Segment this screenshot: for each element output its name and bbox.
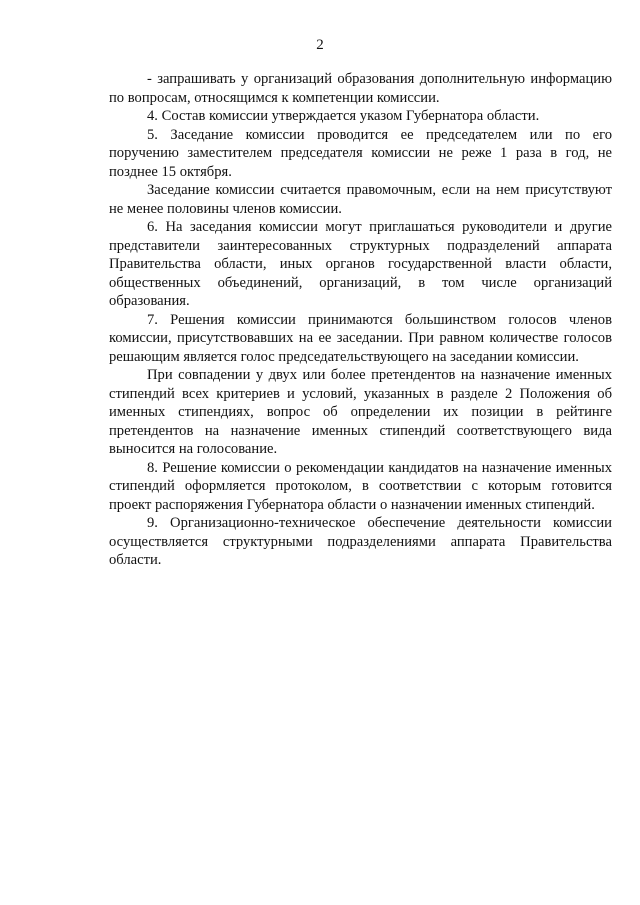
paragraph-tie-voting: При совпадении у двух или более претендентов на назначение именных стипендий всех критериев и условий, указанных в разделе 2 Положения об именных стипендиях, вопрос об определении их позиции в рейтинге претендентов на назначение именных стипендий соответствующего вида выносится на голосование. — [109, 367, 612, 457]
document-body — [109, 70, 612, 570]
paragraph-6-invited: 6. На заседания комиссии могут приглашаться руководители и другие представители заинтересованных структурных подразделений аппарата Правительства области, иных органов государственной власти области, общественных объединений, организаций, в том числе организаций образования. — [109, 219, 612, 309]
paragraph-request-information: - запрашивать у организаций образования дополнительную информацию по вопросам, относящимся к компетенции комиссии. — [109, 71, 612, 106]
page-number: 2 — [316, 37, 324, 53]
paragraph-5-meetings: 5. Заседание комиссии проводится ее председателем или по его поручению заместителем председателя комиссии не реже 1 раза в год, не позднее 15 октября. — [109, 126, 612, 180]
paragraph-quorum: Заседание комиссии считается правомочным, если на нем присутствуют не менее половины членов комиссии. — [109, 182, 612, 217]
paragraph-8-protocol: 8. Решение комиссии о рекомендации кандидатов на назначение именных стипендий оформляется протоколом, в соответствии с которым готовится проект распоряжения Губернатора области о назначении именных стипендий. — [109, 459, 612, 513]
paragraph-4-composition: 4. Состав комиссии утверждается указом Губернатора области. — [147, 108, 540, 124]
paragraph-7-decisions: 7. Решения комиссии принимаются большинством голосов членов комиссии, присутствовавших на ее заседании. При равном количестве голосов решающим является голос председательствующего на заседании комиссии. — [109, 311, 612, 365]
paragraph-9-support: 9. Организационно-техническое обеспечение деятельности комиссии осуществляется структурными подразделениями аппарата Правительства области. — [109, 515, 612, 568]
